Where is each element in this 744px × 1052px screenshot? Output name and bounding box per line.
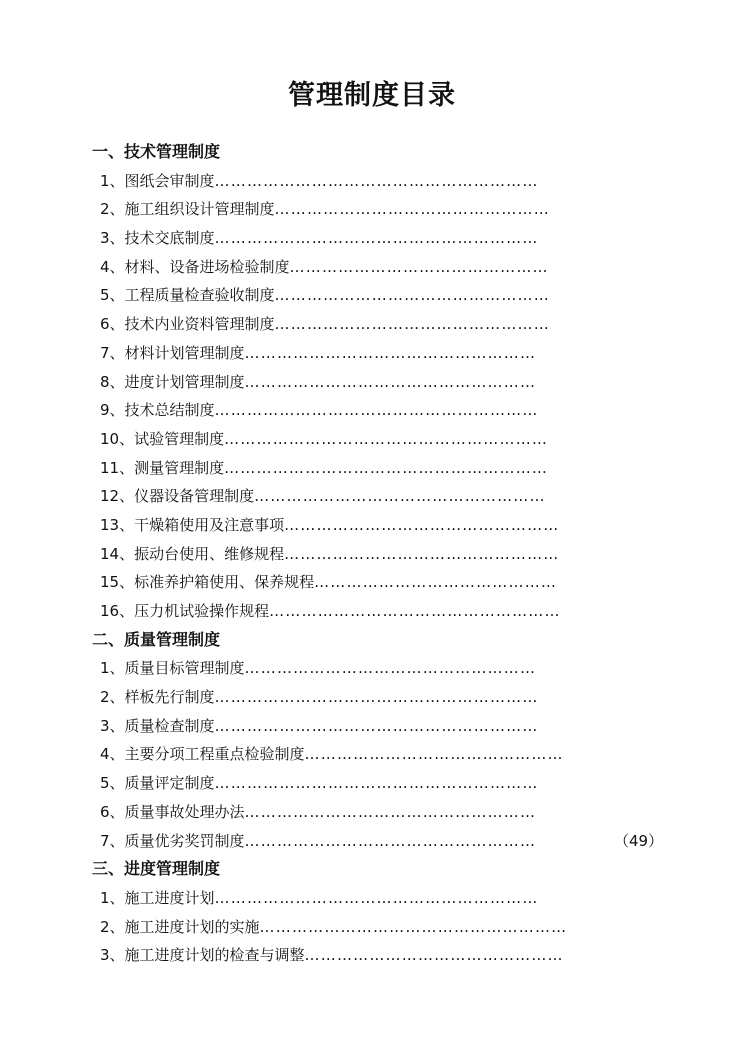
toc-entry-label: 14、振动台使用、维修规程 <box>100 544 285 563</box>
toc-leader-dots: …………………………………………… <box>274 286 550 305</box>
toc-entry <box>92 511 672 540</box>
toc-entry <box>92 339 672 368</box>
toc-entry-label: 1、施工进度计划 <box>100 888 215 907</box>
toc-entry <box>92 827 672 856</box>
toc-entry-label: 10、试验管理制度 <box>100 429 225 448</box>
toc-leader-dots: …………………………………………………… <box>214 229 539 248</box>
section-heading: 二、质量管理制度 <box>92 629 221 649</box>
toc-leader-dots: …………………………………………………… <box>214 774 539 793</box>
toc-leader-dots: ……………………………………… <box>314 573 558 592</box>
toc-entry-label: 12、仪器设备管理制度 <box>100 487 255 506</box>
toc-entry <box>92 310 672 339</box>
toc-entry <box>92 454 672 483</box>
toc-entry-label: 7、质量优劣奖罚制度 <box>100 831 245 850</box>
toc-leader-dots: …………………………………………… <box>274 315 550 334</box>
page-title: 管理制度目录 <box>288 80 456 111</box>
toc-entry <box>92 253 672 282</box>
toc-leader-dots: …………………………………………………… <box>214 716 539 735</box>
toc-entry-label: 3、质量检查制度 <box>100 716 215 735</box>
toc-leader-dots: ……………………………………………… <box>244 831 537 850</box>
toc-entry-label: 15、标准养护箱使用、保养规程 <box>100 573 315 592</box>
toc-entry-label: 1、质量目标管理制度 <box>100 659 245 678</box>
toc-entry <box>92 597 672 626</box>
toc-entry <box>92 195 672 224</box>
toc-leader-dots: …………………………………………………… <box>224 458 549 477</box>
toc-page-number: （49） <box>614 831 664 850</box>
toc-entry-label: 13、干燥箱使用及注意事项 <box>100 515 285 534</box>
toc-entry <box>92 224 672 253</box>
toc-entry <box>92 769 672 798</box>
section-heading: 一、技术管理制度 <box>92 142 221 161</box>
toc-entry-label: 2、施工组织设计管理制度 <box>100 200 275 219</box>
toc-entry-label: 4、材料、设备进场检验制度 <box>100 257 290 276</box>
toc-entry <box>92 654 672 683</box>
toc-entry-label: 7、材料计划管理制度 <box>100 343 245 362</box>
toc-entry-label: 16、压力机试验操作规程 <box>100 602 270 620</box>
toc-leader-dots: …………………………………………………… <box>214 688 539 707</box>
toc-leader-dots: ………………………………………………… <box>259 917 568 936</box>
toc-leader-dots: ……………………………………………… <box>254 487 546 506</box>
toc-entry <box>92 884 672 913</box>
toc-leader-dots: …………………………………………… <box>284 544 560 563</box>
toc-leader-dots: ………………………………………… <box>304 946 564 965</box>
toc-entry-label: 2、样板先行制度 <box>100 688 215 707</box>
toc-leader-dots: ……………………………………………… <box>244 343 537 362</box>
toc-entry-label: 11、测量管理制度 <box>100 458 225 477</box>
toc-entry-label: 4、主要分项工程重点检验制度 <box>100 745 305 764</box>
toc-entry <box>92 913 672 942</box>
toc-entry-label: 8、进度计划管理制度 <box>100 372 245 391</box>
toc-entry-label: 5、质量评定制度 <box>100 774 215 793</box>
toc-leader-dots: ……………………………………………… <box>244 372 537 391</box>
toc-leader-dots: …………………………………………………… <box>224 429 549 448</box>
toc-leader-dots: …………………………………………………… <box>214 888 539 907</box>
toc-entry <box>92 540 672 569</box>
toc-entry-label: 2、施工进度计划的实施 <box>100 917 260 936</box>
toc-leader-dots: …………………………………………… <box>274 200 550 219</box>
toc-leader-dots: …………………………………………… <box>284 515 560 534</box>
toc-leader-dots: ………………………………………… <box>304 745 564 764</box>
toc-entry-label: 3、技术交底制度 <box>100 229 215 248</box>
toc-entry <box>92 712 672 741</box>
toc-entry-label: 6、技术内业资料管理制度 <box>100 315 275 334</box>
toc-leader-dots: ………………………………………… <box>289 257 549 276</box>
toc-leader-dots: ……………………………………………… <box>244 659 537 678</box>
toc-entry <box>92 425 672 454</box>
toc-entry-label: 6、质量事故处理办法 <box>100 802 245 821</box>
toc-leader-dots: ……………………………………………… <box>244 802 537 821</box>
toc-entry <box>92 281 672 310</box>
toc-entry-label: 5、工程质量检查验收制度 <box>100 286 275 305</box>
toc-leader-dots: …………………………………………………… <box>214 401 539 420</box>
toc-entry <box>92 482 672 511</box>
section-heading: 三、进度管理制度 <box>92 859 221 879</box>
toc-entry <box>92 941 672 970</box>
toc-leader-dots: ……………………………………………… <box>269 602 561 620</box>
toc-entry <box>92 568 672 597</box>
toc-entry <box>92 368 672 397</box>
toc-entry <box>92 683 672 712</box>
toc-entry-label: 1、图纸会审制度 <box>100 171 215 190</box>
toc-entry <box>92 798 672 827</box>
toc-leader-dots: …………………………………………………… <box>214 171 539 190</box>
toc-entry <box>92 396 672 425</box>
toc-entry-label: 3、施工进度计划的检查与调整 <box>100 946 305 965</box>
toc-entry <box>92 740 672 769</box>
toc-entry-label: 9、技术总结制度 <box>100 401 215 420</box>
table-of-contents <box>92 138 672 970</box>
toc-entry <box>92 167 672 196</box>
